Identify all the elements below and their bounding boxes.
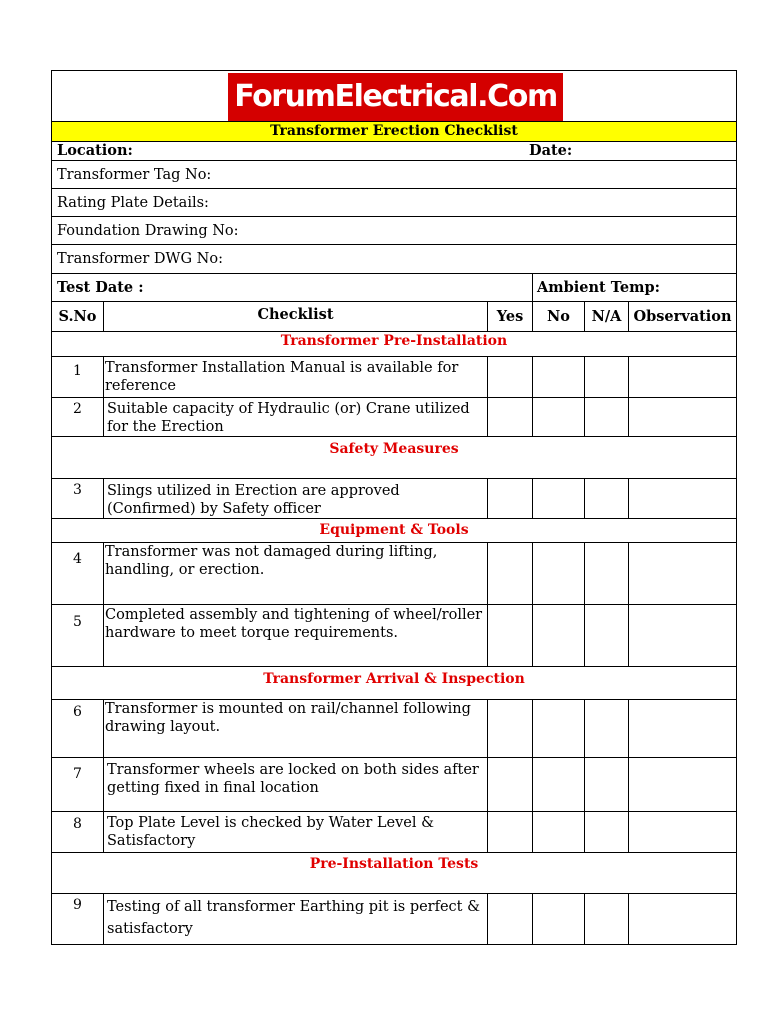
na-cell[interactable] xyxy=(584,811,629,853)
yes-cell[interactable] xyxy=(487,699,533,758)
no-cell[interactable] xyxy=(532,757,585,812)
location-label: Location: xyxy=(57,142,133,159)
yes-cell[interactable] xyxy=(487,397,533,437)
table-row xyxy=(51,893,737,945)
table-row xyxy=(51,397,737,437)
no-cell[interactable] xyxy=(532,893,585,945)
observation-cell[interactable] xyxy=(628,542,737,605)
test-date-row xyxy=(51,273,737,302)
test-date-label: Test Date : xyxy=(57,279,144,296)
table-row xyxy=(51,757,737,812)
observation-cell[interactable] xyxy=(628,757,737,812)
yes-cell[interactable] xyxy=(487,542,533,605)
observation-cell[interactable] xyxy=(628,356,737,398)
tag-no-row xyxy=(51,160,737,189)
yes-cell[interactable] xyxy=(487,811,533,853)
observation-cell[interactable] xyxy=(628,893,737,945)
observation-cell[interactable] xyxy=(628,478,737,519)
foundation-drawing-label: Foundation Drawing No: xyxy=(57,223,239,239)
na-cell[interactable] xyxy=(584,397,629,437)
ambient-temp-label: Ambient Temp: xyxy=(537,279,660,296)
checklist-title: Transformer Erection Checklist xyxy=(51,121,737,142)
na-cell[interactable] xyxy=(584,699,629,758)
na-cell[interactable] xyxy=(584,604,629,667)
col-yes: Yes xyxy=(487,301,533,332)
table-row xyxy=(51,604,737,667)
na-cell[interactable] xyxy=(584,478,629,519)
na-cell[interactable] xyxy=(584,356,629,398)
row-number: 3 xyxy=(51,478,104,519)
logo-row xyxy=(51,70,737,122)
no-cell[interactable] xyxy=(532,604,585,667)
foundation-drawing-row xyxy=(51,216,737,245)
row-number: 7 xyxy=(51,757,104,812)
row-number: 8 xyxy=(51,811,104,853)
no-cell[interactable] xyxy=(532,478,585,519)
row-text: Transformer wheels are locked on both sides after getting fixed in final location xyxy=(103,757,488,812)
table-row xyxy=(51,811,737,853)
col-no: No xyxy=(532,301,585,332)
no-cell[interactable] xyxy=(532,356,585,398)
row-text: Testing of all transformer Earthing pit is perfect & satisfactory xyxy=(103,893,488,945)
row-text: Completed assembly and tightening of wheel/roller hardware to meet torque requirements. xyxy=(103,604,488,667)
row-text: Slings utilized in Erection are approved (Confirmed) by Safety officer xyxy=(103,478,488,519)
section-header: Transformer Pre-Installation xyxy=(51,331,737,357)
forumelectrical-logo: ForumElectrical.Com xyxy=(228,73,563,121)
table-row xyxy=(51,542,737,605)
no-cell[interactable] xyxy=(532,811,585,853)
location-date-row xyxy=(51,141,737,161)
row-text: Transformer Installation Manual is available for reference xyxy=(103,356,488,398)
dwg-no-row xyxy=(51,244,737,274)
row-number: 6 xyxy=(51,699,104,758)
col-sno: S.No xyxy=(51,301,104,332)
table-row xyxy=(51,356,737,398)
observation-cell[interactable] xyxy=(628,604,737,667)
section-header: Safety Measures xyxy=(51,436,737,479)
observation-cell[interactable] xyxy=(628,811,737,853)
date-label: Date: xyxy=(529,142,573,159)
dwg-no-label: Transformer DWG No: xyxy=(57,251,223,267)
row-text: Top Plate Level is checked by Water Level & Satisfactory xyxy=(103,811,488,853)
yes-cell[interactable] xyxy=(487,478,533,519)
rating-plate-label: Rating Plate Details: xyxy=(57,195,209,211)
row-text: Transformer is mounted on rail/channel following drawing layout. xyxy=(103,699,488,758)
observation-cell[interactable] xyxy=(628,397,737,437)
row-number: 1 xyxy=(51,356,104,398)
tag-no-label: Transformer Tag No: xyxy=(57,167,212,183)
section-header: Equipment & Tools xyxy=(51,518,737,543)
yes-cell[interactable] xyxy=(487,356,533,398)
yes-cell[interactable] xyxy=(487,604,533,667)
observation-cell[interactable] xyxy=(628,699,737,758)
row-text: Transformer was not damaged during lifting, handling, or erection. xyxy=(103,542,488,605)
row-number: 9 xyxy=(51,893,104,945)
na-cell[interactable] xyxy=(584,542,629,605)
row-text: Suitable capacity of Hydraulic (or) Crane utilized for the Erection xyxy=(103,397,488,437)
row-number: 4 xyxy=(51,542,104,605)
yes-cell[interactable] xyxy=(487,893,533,945)
col-observation: Observation xyxy=(628,301,737,332)
row-number: 5 xyxy=(51,604,104,667)
na-cell[interactable] xyxy=(584,893,629,945)
column-header-row xyxy=(51,301,737,332)
table-row xyxy=(51,699,737,758)
rating-plate-row xyxy=(51,188,737,217)
row-number: 2 xyxy=(51,397,104,437)
yes-cell[interactable] xyxy=(487,757,533,812)
col-checklist: Checklist xyxy=(103,301,488,332)
no-cell[interactable] xyxy=(532,542,585,605)
col-na: N/A xyxy=(584,301,629,332)
no-cell[interactable] xyxy=(532,397,585,437)
na-cell[interactable] xyxy=(584,757,629,812)
section-header: Pre-Installation Tests xyxy=(51,852,737,894)
section-header: Transformer Arrival & Inspection xyxy=(51,666,737,700)
no-cell[interactable] xyxy=(532,699,585,758)
table-row xyxy=(51,478,737,519)
